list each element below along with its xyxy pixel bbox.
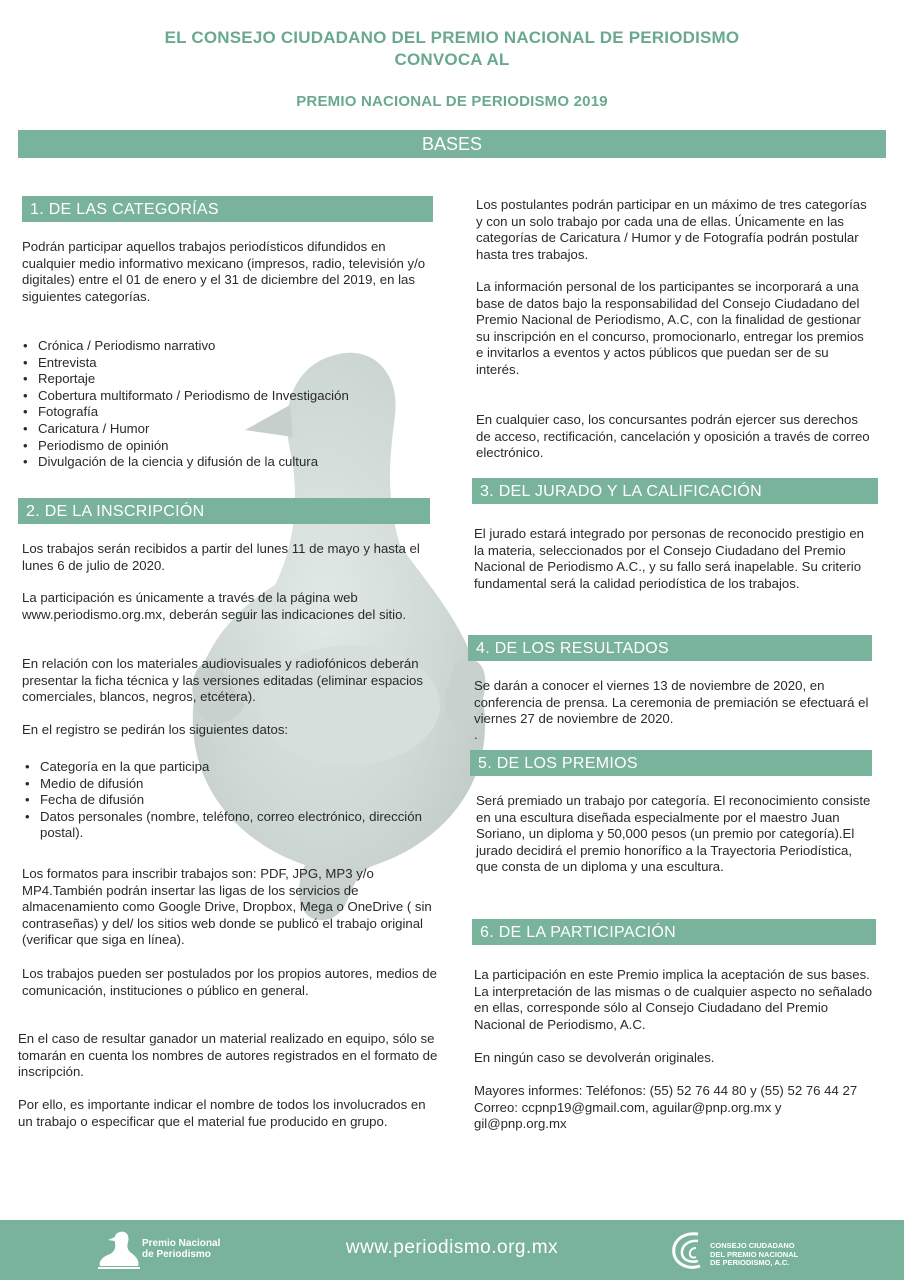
section-6-header [472,919,876,945]
section-3-header [472,478,878,504]
section-4-title: 4. DE LOS RESULTADOS [476,640,670,657]
section-6-title: 6. DE LA PARTICIPACIÓN [480,924,676,941]
section-4-p1: Se darán a conocer el viernes 13 de noviembre de 2020, en conferencia de prensa. La ceremonia de premiación se efectuará el viernes 27 de noviembre de 2020. [474,678,869,727]
section-2-title: 2. DE LA INSCRIPCIÓN [26,503,205,520]
swirl-logo-icon [668,1228,708,1272]
section-6-p3: Mayores informes: Teléfonos: (55) 52 76 44 80 y (55) 52 76 44 27 Correo: ccpnp19@gmail.com, aguilar@pnp.org.mx y gil@pnp.org.mx [474,1083,858,1132]
categories-list [22,338,442,471]
section-3-p1: El jurado estará integrado por personas de reconocido prestigio en la materia, seleccionados por el Consejo Ciudadano del Premio Nacional de Periodismo A.C., y su fallo será inapelable. Su criterio fundamental será la calidad periodística de los trabajos. [474,526,865,591]
list-item: • Periodismo de opinión [22,438,442,455]
logo-right-line-1: CONSEJO CIUDADANO [710,1241,795,1250]
list-item: • Caricatura / Humor [22,421,442,438]
list-item: • Categoría en la que participa [24,759,424,776]
section-3-title: 3. DEL JURADO Y LA CALIFICACIÓN [480,483,762,500]
section-5-title: 5. DE LOS PREMIOS [478,755,638,772]
consejo-ciudadano-logo [668,1228,828,1274]
section-2-p2: La participación es únicamente a través de la página web www.periodismo.org.mx, deberán seguir las indicaciones del sitio. [22,590,407,622]
section-1-header [22,196,433,222]
registration-data-list [24,759,424,842]
section-1-intro: Podrán participar aquellos trabajos periodísticos difundidos en cualquier medio informativo mexicano (impresos, radio, televisión y/o digitales) entre el 01 de enero y el 31 de diciembre del 2019, en las siguientes categorías. [22,239,426,304]
logo-right-line-2: DEL PREMIO NACIONAL [710,1249,799,1259]
header-line-1: EL CONSEJO CIUDADANO DEL PREMIO NACIONAL DE PERIODISMO [164,28,740,47]
section-2-p7: En el caso de resultar ganador un material realizado en equipo, sólo se tomarán en cuenta los nombres de autores registrados en el formato de inscripción. [18,1031,438,1080]
section-6-p2: En ningún caso se devolverán originales. [474,1050,715,1065]
bases-title: BASES [421,134,483,154]
right-col-p2: La información personal de los participantes se incorporará a una base de datos bajo la responsabilidad del Consejo Ciudadano del Premio Nacional de Periodismo, A.C, con la finalidad de gestionar su inscripción en el concurso, promocionarlo, entregar los premios e invitarlos a eventos y actos públicos que puedan ser de su interés. [476,279,864,377]
section-2-p4: En el registro se pedirán los siguientes datos: [22,722,289,737]
list-item: • Fecha de difusión [24,792,424,809]
logo-right-line-3: DE PERIODISMO, A.C. [710,1258,790,1267]
logo-left-line-1: Premio Nacional [142,1238,221,1249]
section-2-p3: En relación con los materiales audiovisuales y radiofónicos deberán presentar la ficha técnica y las versiones editadas (eliminar espacios comerciales, blancos, negros, etcétera). [22,656,423,705]
section-6-p1: La participación en este Premio implica la aceptación de sus bases. La interpretación de las mismas o de cualquier aspecto no señalado en ellas, corresponde sólo al Consejo Ciudadano del Premio Nacional de Periodismo, A.C. [474,967,873,1032]
footer-website-link[interactable]: www.periodismo.org.mx [345,1237,559,1258]
footer-bar [0,1220,904,1280]
section-2-p1: Los trabajos serán recibidos a partir del lunes 11 de mayo y hasta el lunes 6 de julio de 2020. [22,541,420,573]
logo-right-text [710,1242,798,1268]
right-col-p3: En cualquier caso, los concursantes podrán ejercer sus derechos de acceso, rectificación, cancelación y oposición a través de correo electrónico. [476,412,870,461]
header-line-3: PREMIO NACIONAL DE PERIODISMO 2019 [296,93,608,110]
list-item: • Fotografía [22,404,442,421]
section-5-p1: Será premiado un trabajo por categoría. El reconocimiento consiste en una escultura diseñada especialmente por el maestro Juan Soriano, un diploma y 50,000 pesos (un premio por categoría).El jurado decidirá el premio honorífico a la Trayectoria Periodística, que consta de un diploma y una escultura. [476,793,871,875]
section-5-header [470,750,872,776]
section-2-p5: Los formatos para inscribir trabajos son: PDF, JPG, MP3 y/o MP4.También podrán insertar las ligas de los servicios de almacenamiento como Google Drive, Dropbox, Mega o OneDrive ( sin contraseñas) y del/ los sitios web donde se publicó el trabajo original (verificar que siga en línea). [22,866,432,948]
section-2-p6: Los trabajos pueden ser postulados por los propios autores, medios de comunicación, instituciones o público en general. [22,966,437,998]
list-item: • Entrevista [22,355,442,372]
section-2-header [18,498,430,524]
list-item: • Cobertura multiformato / Periodismo de Investigación [22,388,442,405]
section-1-title: 1. DE LAS CATEGORÍAS [30,201,219,218]
list-item: • Divulgación de la ciencia y difusión de la cultura [22,454,442,471]
right-col-p1: Los postulantes podrán participar en un máximo de tres categorías y con un solo trabajo por cada una de ellas. Únicamente en las categorías de Caricatura / Humor y de Fotografía podrán postular hasta tres trabajos. [476,197,867,262]
logo-left-line-2: de Periodismo [142,1249,211,1260]
list-item: • Reportaje [22,371,442,388]
section-4-header [468,635,872,661]
list-item: • Datos personales (nombre, teléfono, correo electrónico, dirección postal). [24,809,424,842]
list-item: • Crónica / Periodismo narrativo [22,338,442,355]
section-2-p8: Por ello, es importante indicar el nombre de todos los involucrados en un trabajo o especificar que el material fue producido en grupo. [18,1097,426,1129]
header-line-2: CONVOCA AL [394,50,510,69]
bases-title-bar [18,130,886,158]
section-4-dot: . [474,727,478,742]
list-item: • Medio de difusión [24,776,424,793]
